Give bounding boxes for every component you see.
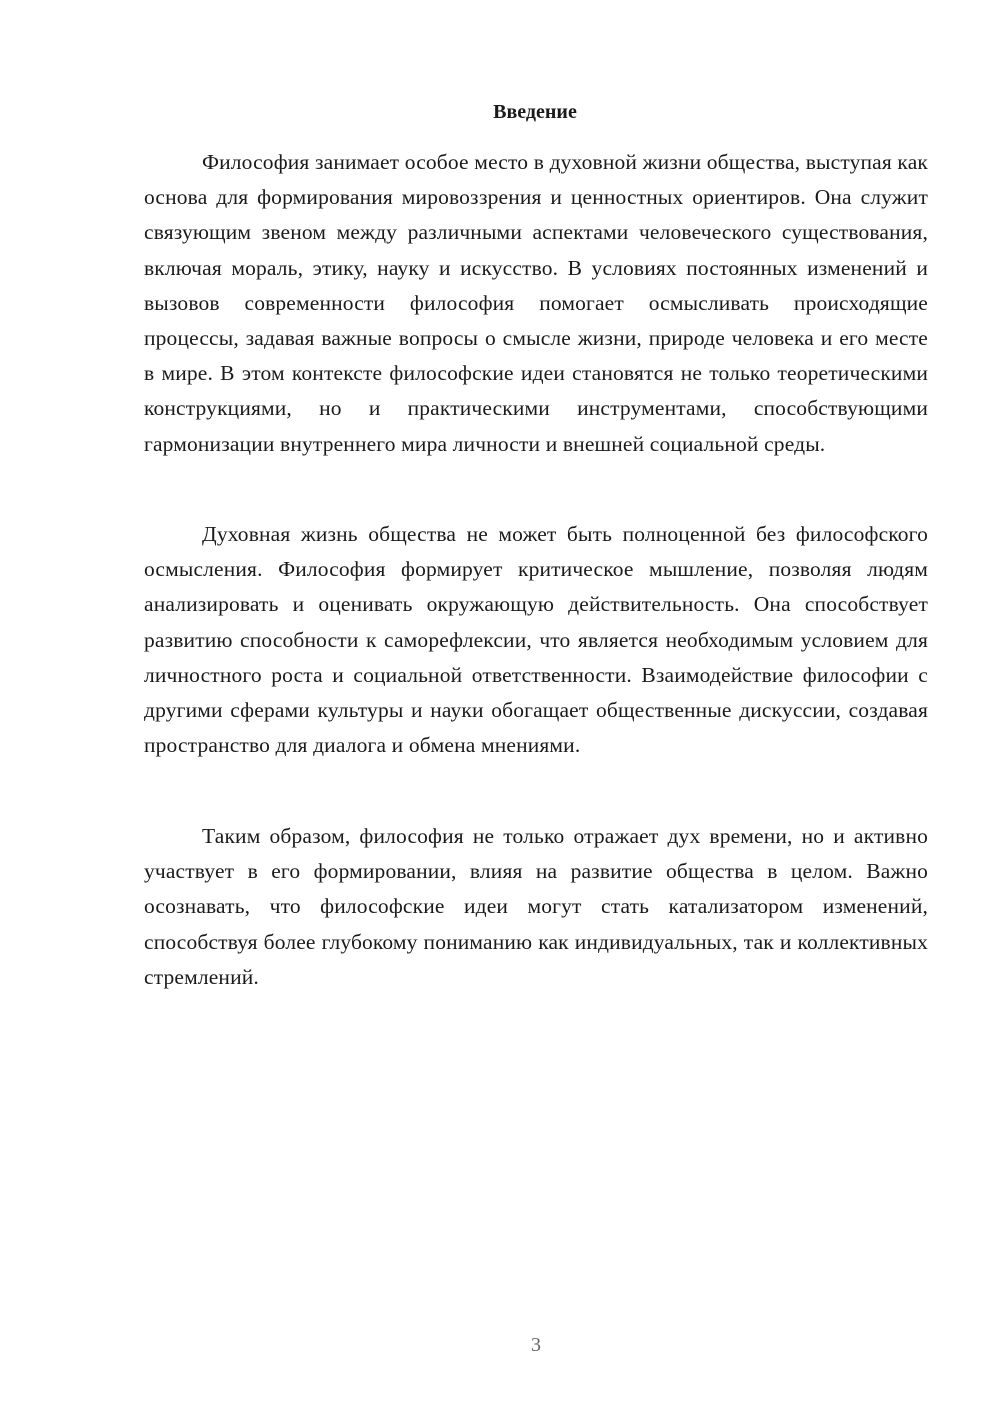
paragraph-text: Таким образом, философия не только отражает дух времени, но и активно участвует в его формировании, влияя на развитие общества в целом. Важно осознавать, что философские идеи могут стать катализатором изменений, способствуя более глубокому пониманию как индивидуальных, так и коллективных стремлений. xyxy=(144,824,928,989)
page-number: 3 xyxy=(531,1334,541,1356)
paragraph-2 xyxy=(144,517,928,763)
paragraph-1 xyxy=(144,145,928,462)
page-title: Введение xyxy=(493,101,577,123)
paragraph-text: Философия занимает особое место в духовной жизни общества, выступая как основа для формирования мировоззрения и ценностных ориентиров. Она служит связующим звеном между различными аспектами человеческого существования, включая мораль, этику, науку и искусство. В условиях постоянных изменений и вызовов современности философия помогает осмысливать происходящие процессы, задавая важные вопросы о смысле жизни, природе человека и его месте в мире. В этом контексте философские идеи становятся не только теоретическими конструкциями, но и практическими инструментами, способствующими гармонизации внутреннего мира личности и внешней социальной среды. xyxy=(144,150,928,456)
paragraph-3 xyxy=(144,819,928,995)
paragraph-text: Духовная жизнь общества не может быть полноценной без философского осмысления. Философия формирует критическое мышление, позволяя людям анализировать и оценивать окружающую действительность. Она способствует развитию способности к саморефлексии, что является необходимым условием для личностного роста и социальной ответственности. Взаимодействие философии с другими сферами культуры и науки обогащает общественные дискуссии, создавая пространство для диалога и обмена мнениями. xyxy=(144,522,928,758)
